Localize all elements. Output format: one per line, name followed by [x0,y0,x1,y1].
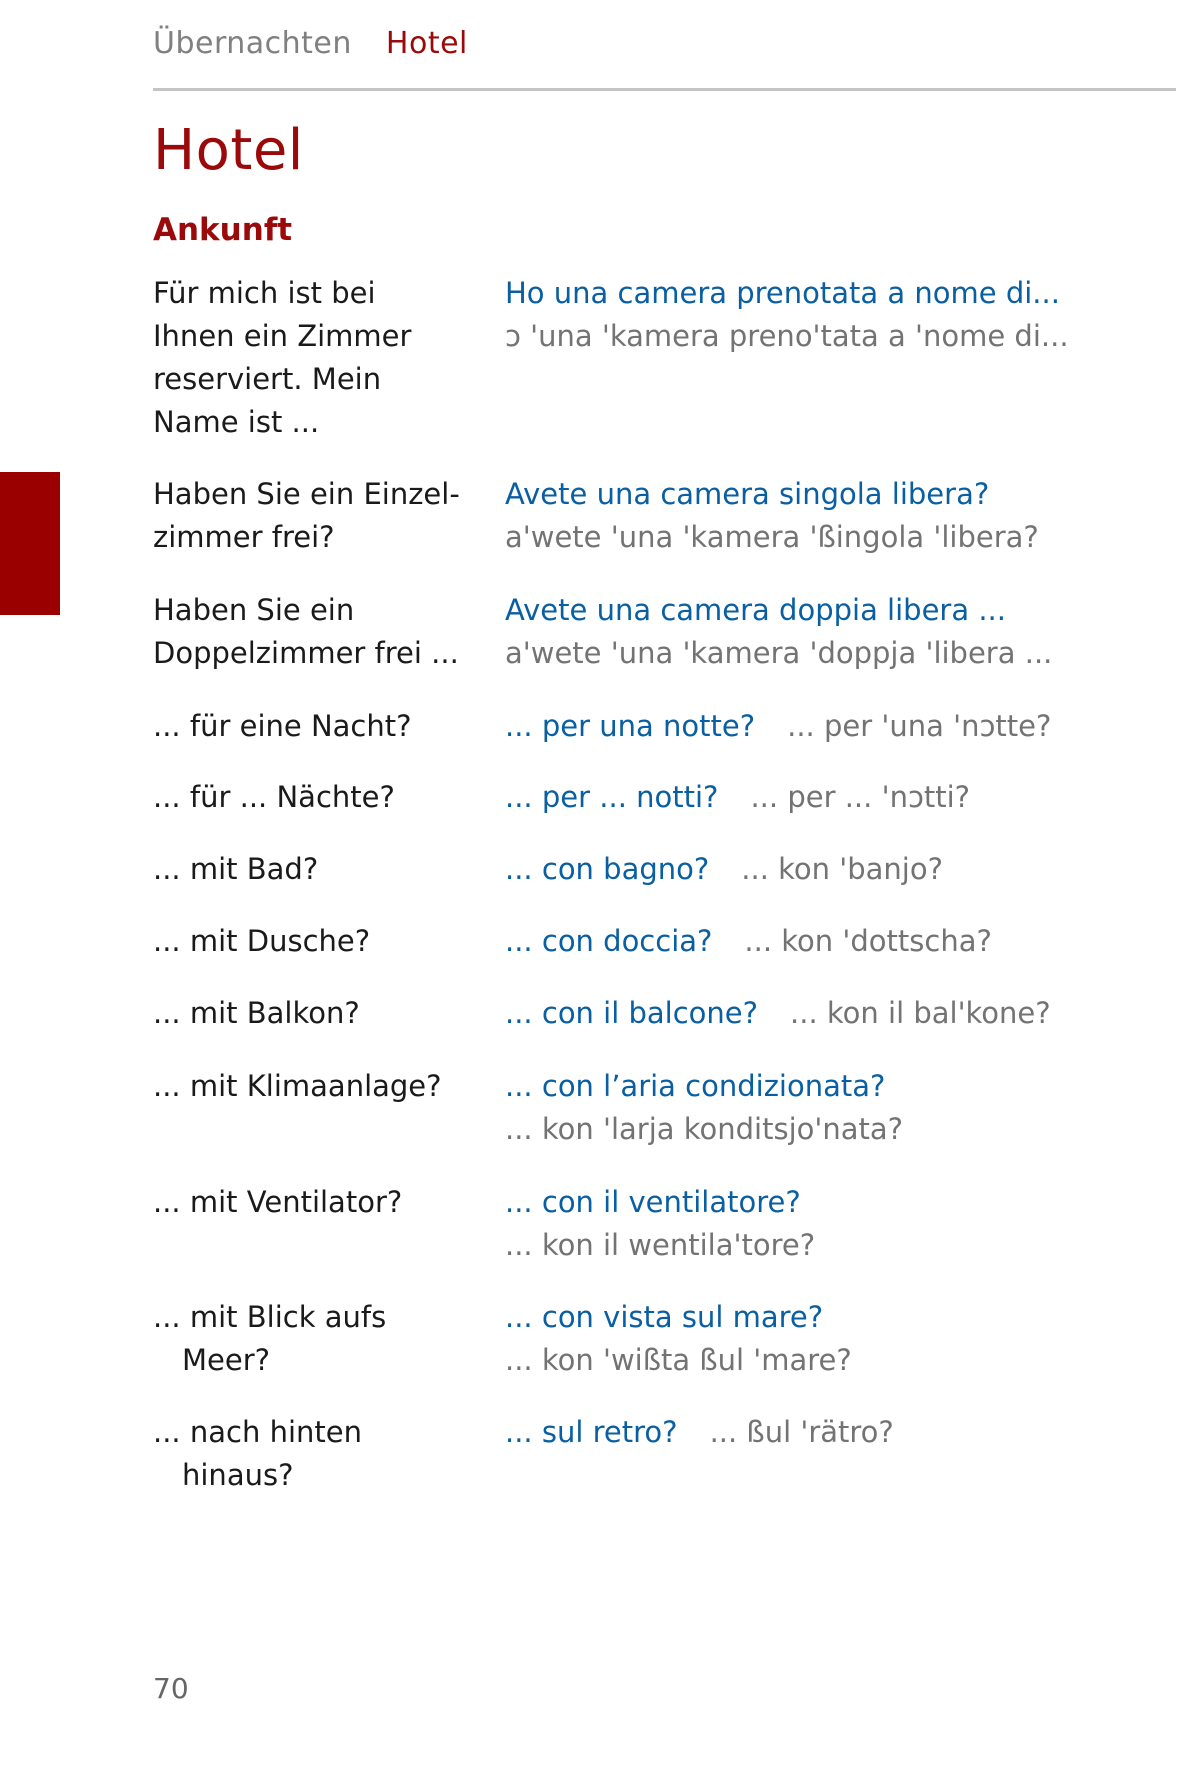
phonetic-transcription: a'wete 'una 'kamera 'doppja 'libera ... [505,636,1053,670]
italian-phrase: ... con l’aria condizionata? [505,1069,886,1103]
italian-block [505,1181,1175,1267]
phonetic-transcription: ... per 'una 'nɔtte? [787,709,1052,743]
german-phrase: ... für eine Nacht? [153,709,412,743]
phonetic-transcription: ... kon 'larja konditsjo'nata? [505,1112,904,1146]
phonetic-transcription: ɔ 'una 'kamera preno'tata a 'nome di... [505,319,1069,353]
italian-phrase: ... con vista sul mare? [505,1300,824,1334]
german-phrase: ... mit Balkon? [153,996,360,1030]
german-phrase: ... für ... Nächte? [153,780,395,814]
italian-block [505,272,1175,358]
running-head-section: Übernachten [153,26,352,61]
german-phrase: ... mit Klimaanlage? [153,1069,442,1103]
phonetic-transcription: ... kon 'dottscha? [744,924,992,958]
german-phrase: ... nach hinten hinaus? [153,1415,362,1492]
italian-block [505,848,1175,891]
phonetic-transcription: ... kon 'wißta ßul 'mare? [505,1343,852,1377]
italian-phrase: ... con bagno? [505,852,710,886]
german-phrase: Für mich ist bei Ihnen ein Zimmer reserviert. Mein Name ist ... [153,276,412,439]
italian-block [505,776,1175,819]
phonetic-transcription: ... kon il bal'kone? [790,996,1051,1030]
italian-phrase: ... sul retro? [505,1415,678,1449]
subsection-heading: Ankunft [153,212,293,248]
page-number: 70 [153,1672,189,1705]
italian-phrase: ... per una notte? [505,709,756,743]
italian-phrase: Avete una camera singola libera? [505,477,990,511]
german-phrase: ... mit Dusche? [153,924,371,958]
chapter-thumb-tab [0,472,60,615]
italian-block [505,992,1175,1035]
german-phrase: ... mit Ventilator? [153,1185,403,1219]
italian-phrase: ... con il ventilatore? [505,1185,801,1219]
italian-block [505,1411,1175,1454]
italian-block [505,920,1175,963]
running-head-current: Hotel [385,26,468,61]
phonetic-transcription: ... kon 'banjo? [741,852,943,886]
italian-phrase: Ho una camera prenotata a nome di... [505,276,1060,310]
german-phrase: ... mit Bad? [153,852,319,886]
running-head [153,26,468,61]
italian-phrase: ... con il balcone? [505,996,759,1030]
italian-block [505,473,1175,559]
phonetic-transcription: a'wete 'una 'kamera 'ßingola 'libera? [505,520,1039,554]
phonetic-transcription: ... ßul 'rätro? [709,1415,894,1449]
german-phrase: Haben Sie ein Doppelzimmer frei ... [153,593,459,670]
italian-block [505,1065,1175,1151]
italian-phrase: ... per ... notti? [505,780,719,814]
phonetic-transcription: ... kon il wentila'tore? [505,1228,816,1262]
german-phrase: Haben Sie ein Einzel-zimmer frei? [153,477,460,554]
german-phrase: ... mit Blick aufs Meer? [153,1300,387,1377]
page-title: Hotel [153,118,304,183]
italian-phrase: ... con doccia? [505,924,713,958]
header-rule [153,88,1176,91]
italian-block [505,705,1175,748]
italian-phrase: Avete una camera doppia libera ... [505,593,1006,627]
italian-block [505,589,1175,675]
phonetic-transcription: ... per ... 'nɔtti? [750,780,971,814]
italian-block [505,1296,1175,1382]
